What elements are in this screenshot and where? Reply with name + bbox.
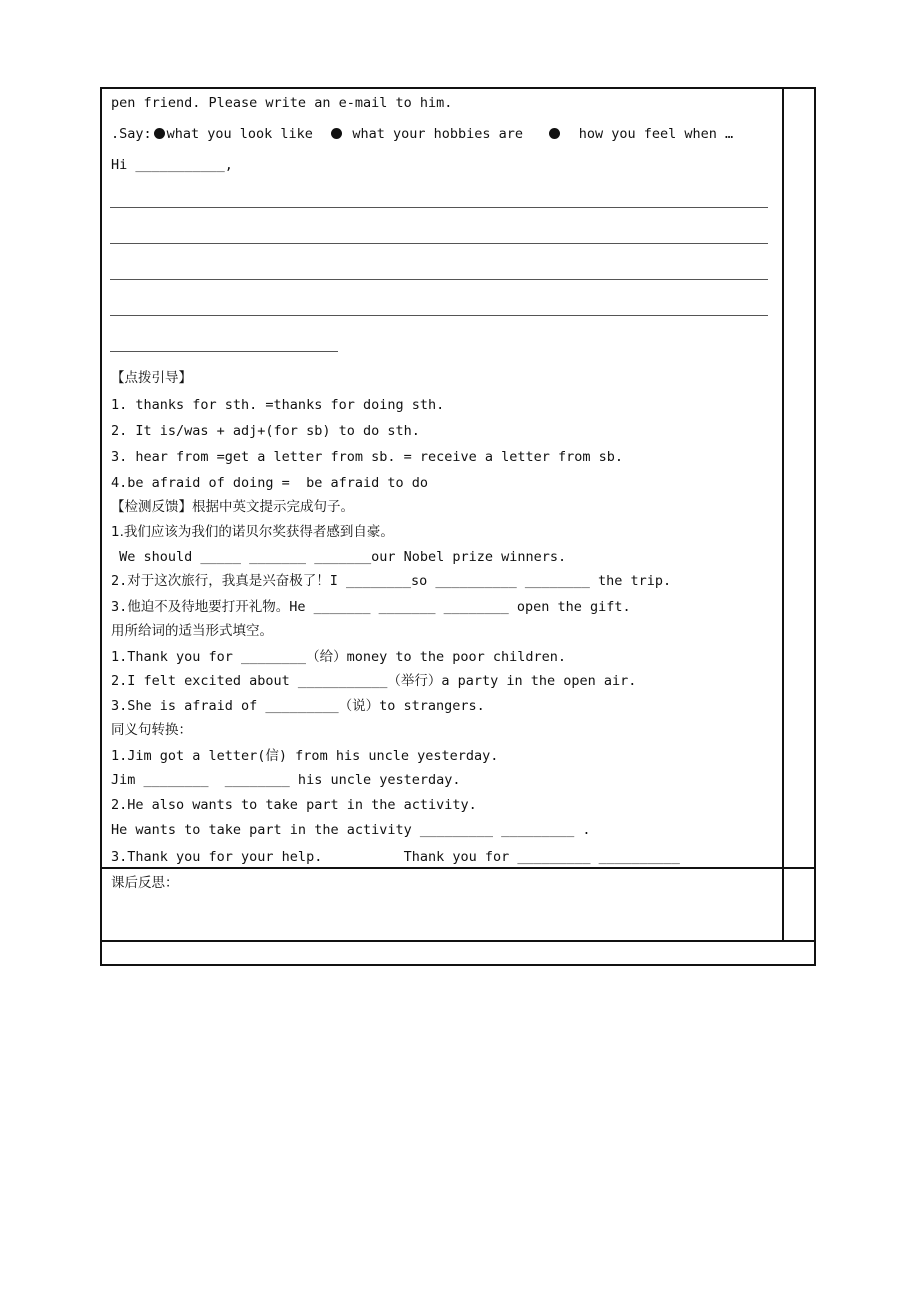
reflection-label: 课后反思： [111, 875, 179, 891]
bullet-icon [549, 128, 560, 139]
synonym-item: 2.He also wants to take part in the activity. [111, 797, 477, 813]
greeting-line: Hi ___________, [111, 157, 233, 173]
synonym-item: 1.Jim got a letter(信) from his uncle yesterday. [111, 748, 499, 764]
tip-item: 4.be afraid of doing = be afraid to do [111, 475, 428, 491]
row-divider-2 [102, 940, 814, 942]
say-item: what you look like [166, 126, 313, 142]
form-item: 2.I felt excited about ___________（举行）a party in the open air. [111, 673, 637, 689]
writing-line [110, 207, 768, 208]
check-heading: 【检测反馈】根据中英文提示完成句子。 [111, 499, 354, 515]
writing-line [110, 279, 768, 280]
writing-line [110, 243, 768, 244]
synonym-heading: 同义句转换： [111, 722, 192, 738]
writing-line [110, 315, 768, 316]
tips-heading: 【点拨引导】 [111, 370, 192, 386]
question-cn: 1.我们应该为我们的诺贝尔奖获得者感到自豪。 [111, 524, 394, 540]
forms-heading: 用所给词的适当形式填空。 [111, 623, 273, 639]
say-item: how you feel when … [578, 126, 734, 142]
say-line [111, 126, 733, 142]
say-item: what your hobbies are [352, 126, 524, 142]
form-item: 1.Thank you for ________（给）money to the poor children. [111, 649, 567, 665]
synonym-item: 3.Thank you for your help. Thank you for _________ __________ [111, 849, 680, 865]
question: 2.对于这次旅行，我真是兴奋极了！I ________so __________ ________ the trip. [111, 573, 672, 589]
tip-item: 3. hear from =get a letter from sb. = receive a letter from sb. [111, 449, 624, 465]
writing-line [110, 351, 338, 352]
row-divider-1 [102, 867, 814, 869]
tip-item: 2. It is/was + adj+(for sb) to do sth. [111, 423, 420, 439]
question: 3.他迫不及待地要打开礼物。He _______ _______ ________ open the gift. [111, 599, 631, 615]
bullet-icon [154, 128, 165, 139]
tip-item: 1. thanks for sth. =thanks for doing sth. [111, 397, 445, 413]
synonym-item: He wants to take part in the activity _________ _________ . [111, 822, 591, 838]
question-en: We should _____ _______ _______our Nobel prize winners. [111, 549, 567, 565]
form-item: 3.She is afraid of _________（说）to strangers. [111, 698, 485, 714]
bullet-icon [331, 128, 342, 139]
say-label: .Say: [111, 126, 152, 142]
prompt-line: pen friend. Please write an e-mail to him. [111, 95, 453, 111]
column-divider [782, 89, 784, 940]
synonym-item: Jim ________ ________ his uncle yesterday. [111, 772, 461, 788]
worksheet-table [100, 87, 816, 966]
